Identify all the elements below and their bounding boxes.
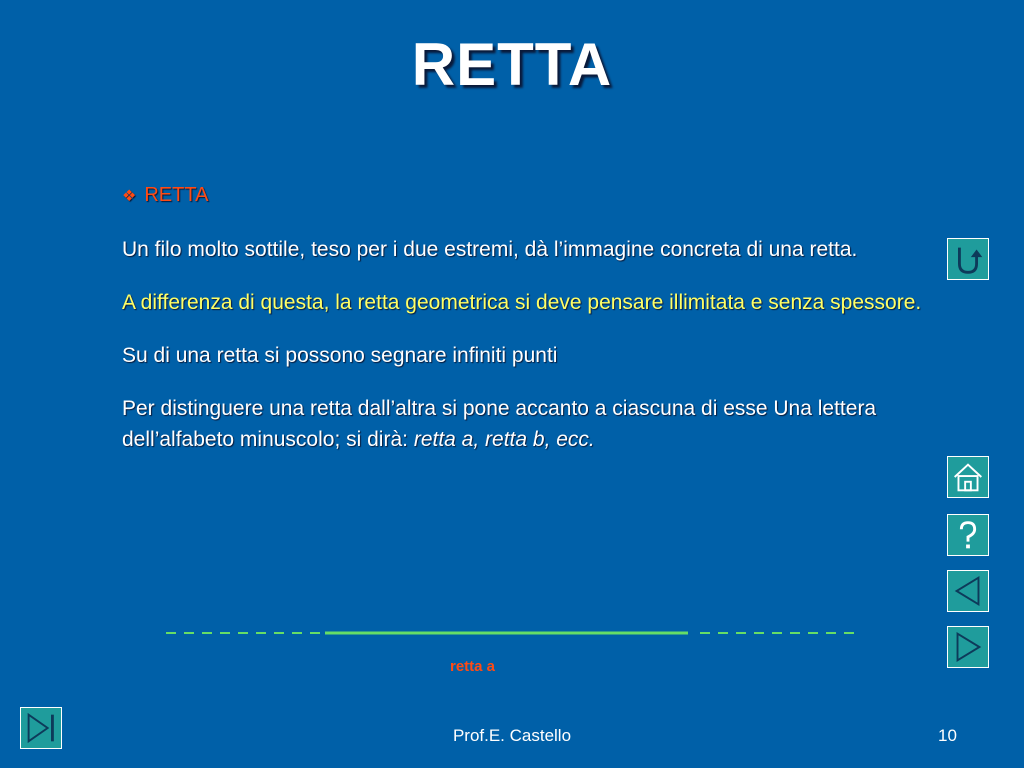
line-figure — [160, 624, 870, 644]
section-heading — [122, 180, 922, 212]
paragraph-filo: Un filo molto sottile, teso per i due estremi, dà l’immagine concreta di una retta. — [122, 238, 858, 261]
triangle-left-icon — [948, 571, 988, 611]
paragraph-distinguere — [122, 393, 922, 455]
diamond-bullet-icon: ❖ — [122, 188, 137, 205]
paragraph-distinguere-text: Per distinguere una retta dall’altra si pone accanto a ciascuna di esse Una lettera dell’alfabeto minuscolo; si dirà: — [122, 397, 877, 451]
u-turn-icon — [948, 239, 988, 279]
help-button[interactable] — [947, 514, 989, 556]
previous-slide-button[interactable] — [947, 570, 989, 612]
line-caption: retta a — [450, 658, 496, 675]
question-icon — [948, 515, 988, 555]
paragraph-differenza: A differenza di questa, la retta geometrica si deve pensare illimitata e senza spessore. — [122, 291, 922, 314]
slide-title: RETTA — [411, 31, 613, 98]
section-heading-text: RETTA — [144, 184, 209, 206]
home-button[interactable] — [947, 456, 989, 498]
paragraph-punti: Su di una retta si possono segnare infiniti punti — [122, 344, 558, 367]
page-number: 10 — [938, 726, 957, 745]
paragraph-distinguere-example: retta a, retta b, ecc. — [413, 428, 595, 451]
next-slide-button[interactable] — [947, 626, 989, 668]
slide-content — [122, 180, 922, 455]
home-icon — [948, 457, 988, 497]
footer-author: Prof.E. Castello — [452, 726, 572, 745]
return-button[interactable] — [947, 238, 989, 280]
triangle-right-icon — [948, 627, 988, 667]
